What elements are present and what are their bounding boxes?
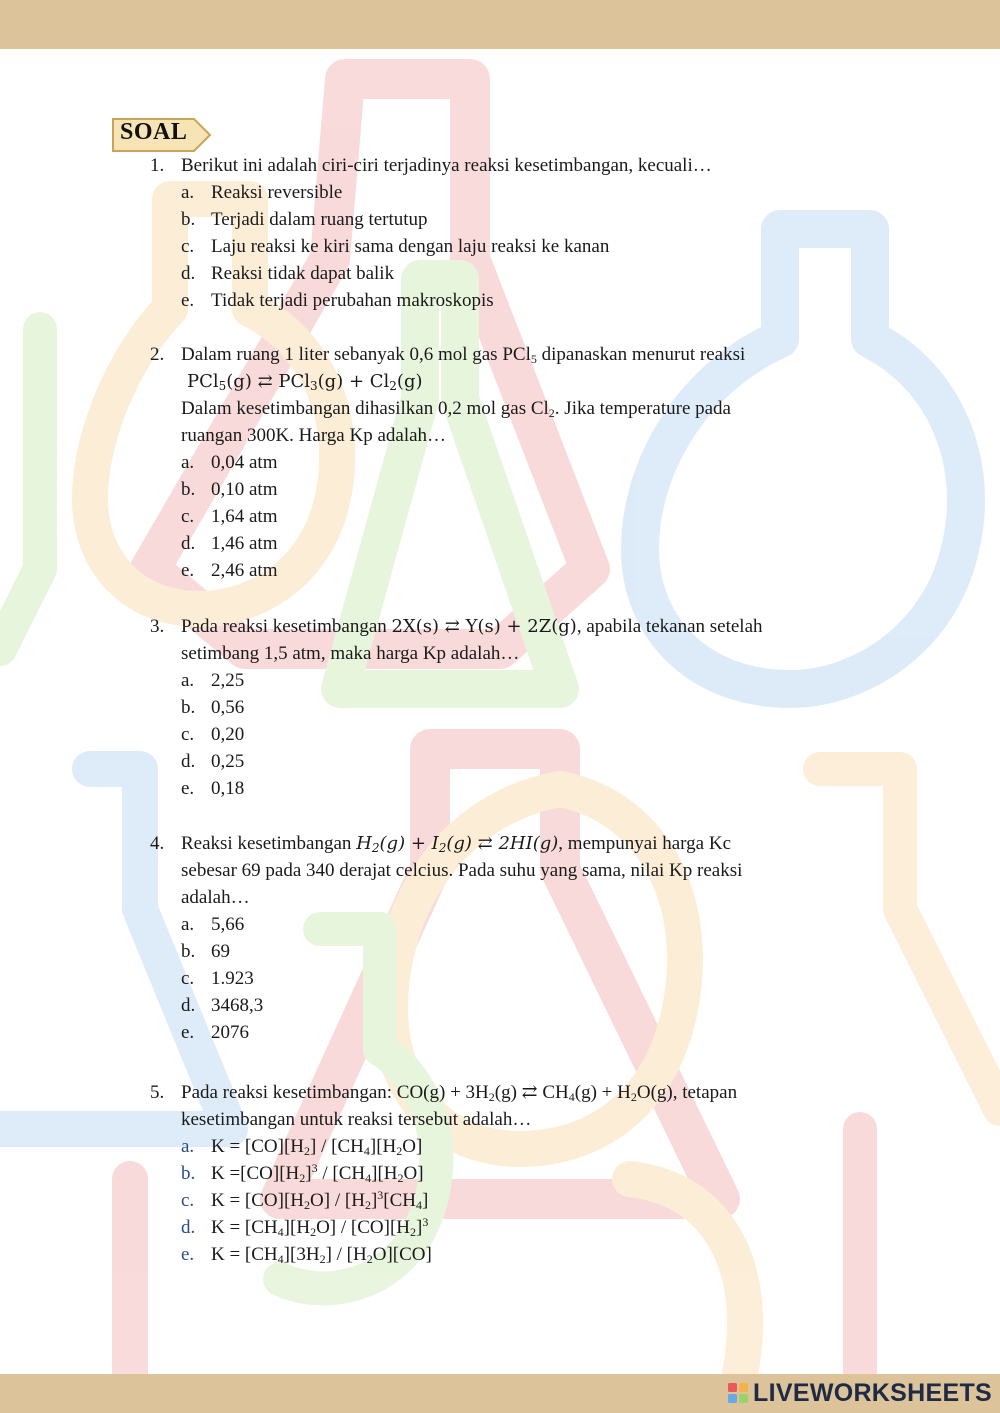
options-list — [181, 911, 850, 1046]
option-d[interactable]: d. 3468,3 — [181, 995, 264, 1016]
option-d[interactable]: d. $K = [CH_4][H_2O] / [CO][H_2]^3$ — [181, 1215, 429, 1239]
reaction-equation: PCl$_5$(g) ⇄ $PCl_3(g) + Cl_2(g)$ — [187, 371, 423, 393]
option-c[interactable]: c. 0,20 — [181, 724, 245, 745]
liveworksheets-logo-icon — [727, 1382, 749, 1404]
option-d[interactable]: d. Reaksi tidak dapat balik — [181, 263, 395, 284]
option-b[interactable]: b. 69 — [181, 941, 230, 962]
question-text-line-1: Pada reaksi kesetimbangan 2X(s) ⇄ Y(s) + 2Z(g), apabila tekanan setelah — [181, 616, 763, 637]
soal-label: SOAL — [120, 119, 188, 145]
question-text-line-3: Dalam kesetimbangan dihasilkan 0,2 mol gas $Cl_2$. Jika temperature pada — [181, 398, 731, 420]
option-a[interactable]: a. $K = [CO][H_2] / [CH_4][H_2O]$ — [181, 1136, 423, 1158]
soal-header-tag — [112, 118, 212, 152]
question-4 — [150, 830, 850, 1046]
option-a[interactable]: a. 2,25 — [181, 670, 245, 691]
reaction-equation: $H_2(g) + I_2(g)$ ⇄ 2HI(g) — [356, 833, 559, 855]
question-3 — [150, 613, 850, 802]
question-text-line-4: ruangan 300K. Harga Kp adalah… — [181, 425, 447, 446]
option-a[interactable]: a. 0,04 atm — [181, 452, 278, 473]
option-b[interactable]: b. 0,10 atm — [181, 479, 278, 500]
question-1 — [150, 152, 850, 314]
question-text-line-1: Reaksi kesetimbangan $H_2(g) + I_2(g)$ ⇄ 2HI(g), mempunyai harga Kc — [181, 833, 732, 855]
question-text-line-1: Dalam ruang 1 liter sebanyak 0,6 mol gas PCl$_5$ dipanaskan menurut reaksi — [181, 344, 746, 366]
option-a[interactable]: a. Reaksi reversible — [181, 182, 343, 203]
question-number: 4. — [150, 833, 165, 854]
option-d[interactable]: d. 0,25 — [181, 751, 245, 772]
question-number: 1. — [150, 155, 165, 176]
option-e[interactable]: e. Tidak terjadi perubahan makroskopis — [181, 290, 494, 311]
option-c[interactable]: c. $K = [CO][H_2O] / [H_2]^3[CH_4]$ — [181, 1188, 429, 1212]
option-c[interactable]: c. Laju reaksi ke kiri sama dengan laju reaksi ke kanan — [181, 236, 610, 257]
option-e[interactable]: e. $K = [CH_4][3H_2] / [H_2O][CO]$ — [181, 1244, 432, 1266]
options-list — [181, 179, 850, 314]
reaction-equation: 2X(s) ⇄ Y(s) + 2Z(g) — [391, 616, 577, 637]
options-list — [181, 1133, 850, 1268]
brand-watermark — [727, 1378, 992, 1408]
question-number: 3. — [150, 616, 165, 637]
option-e[interactable]: e. 0,18 — [181, 778, 245, 799]
option-e[interactable]: e. 2,46 atm — [181, 560, 278, 581]
brand-name: LIVEWORKSHEETS — [753, 1378, 992, 1407]
question-text-line-2: sebesar 69 pada 340 derajat celcius. Pada suhu yang sama, nilai Kp reaksi — [181, 860, 743, 881]
option-e[interactable]: e. 2076 — [181, 1022, 249, 1043]
option-b[interactable]: b. Terjadi dalam ruang tertutup — [181, 209, 428, 230]
option-c[interactable]: c. 1.923 — [181, 968, 254, 989]
option-d[interactable]: d. 1,46 atm — [181, 533, 278, 554]
question-text-line-2: setimbang 1,5 atm, maka harga Kp adalah… — [181, 643, 520, 664]
options-list — [181, 449, 850, 584]
option-b[interactable]: b. 0,56 — [181, 697, 245, 718]
option-c[interactable]: c. 1,64 atm — [181, 506, 278, 527]
question-number: 2. — [150, 344, 165, 365]
option-a[interactable]: a. 5,66 — [181, 914, 245, 935]
question-5 — [150, 1079, 850, 1268]
question-number: 5. — [150, 1082, 165, 1103]
question-text-line-3: adalah… — [181, 887, 250, 908]
top-band — [0, 0, 1000, 49]
question-text-line-1: Pada reaksi kesetimbangan: $CO(g) + 3H_2(g)$ ⇄ $CH_4(g) + H_2O(g)$, tetapan — [181, 1082, 738, 1104]
options-list — [181, 667, 850, 802]
question-text-line-2: kesetimbangan untuk reaksi tersebut adalah… — [181, 1109, 532, 1130]
question-text: Berikut ini adalah ciri-ciri terjadinya reaksi kesetimbangan, kecuali… — [181, 155, 712, 176]
option-b[interactable]: b. $K =[CO][H_2]^3 / [CH_4][H_2O]$ — [181, 1161, 424, 1185]
question-2 — [150, 341, 850, 584]
